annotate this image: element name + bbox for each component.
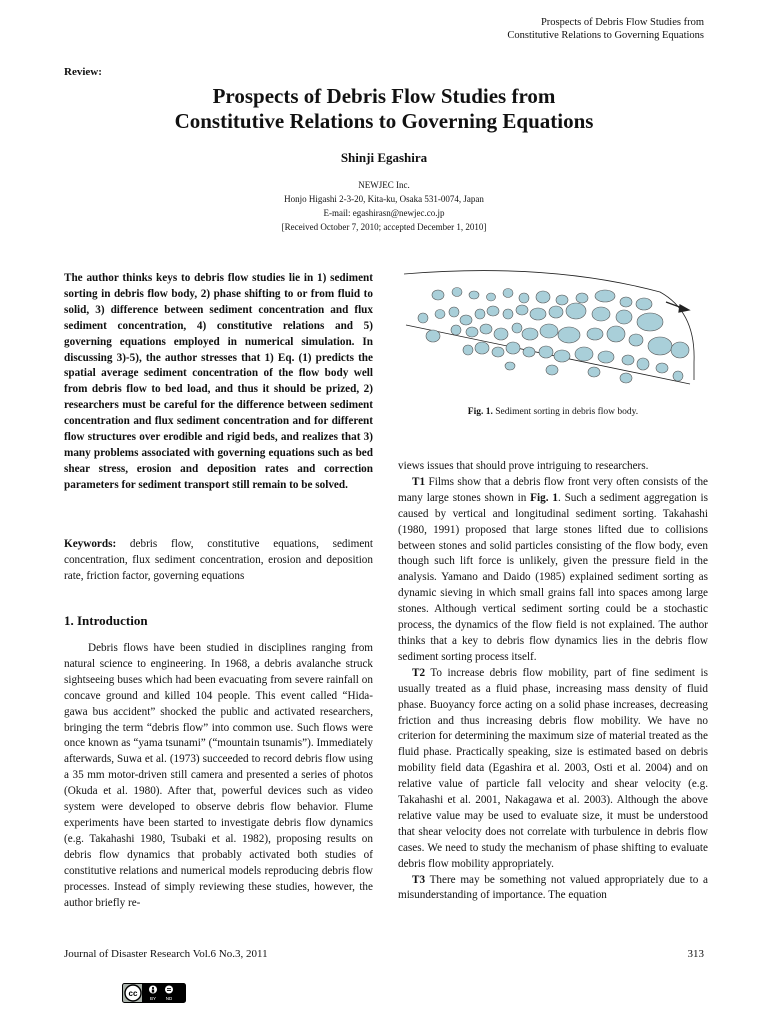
t2-label: T2 [412, 666, 426, 679]
running-header-line2: Constitutive Relations to Governing Equations [507, 30, 704, 41]
running-header-line1: Prospects of Debris Flow Studies from [540, 17, 704, 28]
paragraph-t3 [398, 873, 708, 905]
t3-text: There may be something not valued appropriately due to a misunderstanding of importance. The equation [398, 873, 708, 902]
author-name: Shinji Egashira [340, 150, 428, 165]
t1-text-a: Films show that a debris flow front very often consists of the many large stones shown in [398, 475, 708, 504]
sediment-particles [418, 288, 689, 384]
introduction-body [64, 641, 373, 911]
cc-by-nd-badge [122, 983, 186, 1003]
t1-figure-ref: Fig. 1 [530, 491, 558, 504]
by-badge-text: BY [149, 996, 157, 1001]
received-dates: [Received October 7, 2010; accepted December 1, 2010] [281, 222, 487, 232]
affiliation-address: Honjo Higashi 2-3-20, Kita-ku, Osaka 531-0074, Japan [284, 194, 484, 204]
t1-text-b: . Such a sediment aggregation is caused by vertical and longitudinal sediment sorting. Takahashi (1980, 1991) proposed that large stones lifted due to collisions between stones and solid particles consisting of the flow body, even though such lift force is unlikely, given the pressure field in the analysis. Yamano and Daido (1985) explained sediment sorting as dynamic sieving in which small grains fall into spaces among large stones. Although vertical sediment sorting could be a stochastic process, the dynamics of the flow field is not explained. The author thinks that a key to debris flow dynamics lies in the debris flow sediment sorting process itself. [398, 491, 708, 663]
keywords [64, 537, 373, 585]
page-number: 313 [687, 948, 704, 960]
running-header [374, 16, 704, 42]
nd-badge-text: ND [165, 996, 173, 1001]
flow-direction-arrow [666, 302, 689, 312]
paragraph-t1 [398, 475, 708, 666]
abstract: The author thinks keys to debris flow studies lie in 1) sediment sorting in debris flow body, 2) phase shifting to or from fluid to solid, 3) difference between sediment concentration and flux sediment concentration, 4) constitutive relations and 5) governing equations employed in numerical simulation. In discussing 3)-5), the author stresses that 1) Eq. (1) predicts the spatial average sediment concentration of the flow body well from debris flow to bed load, and thus it should be prized, 2) researchers must be careful for the difference between sediment concentration and flux sediment concentration and for different flow structures over erodible and rigid beds, and realizes that 3) many problems associated with governing equations such as bed shear stress, erosion and deposition rates and correction parameters for sediment transport still remain to be solved. [64, 272, 373, 491]
t3-label: T3 [412, 873, 426, 886]
affiliation-block [64, 178, 704, 234]
section-heading-introduction: 1. Introduction [64, 613, 148, 628]
article-type-label: Review: [64, 66, 102, 78]
paper-title-line1: Prospects of Debris Flow Studies from [212, 84, 556, 108]
figure-label: Fig. 1. [467, 407, 493, 417]
journal-footer: Journal of Disaster Research Vol.6 No.3, 2011 [64, 948, 268, 960]
sediment-sorting-drawing [398, 262, 708, 390]
affiliation-org: NEWJEC Inc. [358, 180, 410, 190]
column2-intro: views issues that should prove intriguing to researchers. [398, 460, 649, 472]
figure-caption [398, 407, 708, 417]
keywords-label: Keywords: [64, 538, 117, 550]
paragraph-t2 [398, 666, 708, 873]
keywords-text: debris flow, constitutive equations, sediment concentration, flux sediment concentration, erosion and deposition rate, friction factor, governing equations [64, 538, 373, 582]
figure-sediment-sorting [398, 262, 708, 390]
t2-text: To increase debris flow mobility, part of fine sediment is usually treated as a fluid phase, increasing mass density of fluid phase. Buoyancy force acting on a solid phase increases, decreasing friction and thus increasing debris flow mobility. We have no criterion for determining the maximum size of material treated as the fluid phase. Practically speaking, size is estimated based on debris mobility field data (Egashira et al. 2003, Osti et al. 2004) and on relative value of particle fall velocity and shear velocity (e.g. Takahashi et al. 2001, Nakagawa et al. 2003). Although the above relative value may be used to evaluate size, it must be understood that shear velocity does not correlate with turbulence in debris flow cases. We need to study the mechanism of phase shifting to evaluate debris flow mobility appropriately. [398, 666, 708, 870]
affiliation-email: E-mail: egashirasn@newjec.co.jp [323, 208, 445, 218]
creative-commons-license-icon[interactable] [122, 983, 186, 1003]
introduction-paragraph: Debris flows have been studied in disciplines ranging from natural science to engineering. In 1968, a debris avalanche struck sightseeing buses which had been evacuating from severe rainfall on concave ground and killed 104 people. This event called “Hida-gawa bus accident” shocked the public and activated researchers, bringing the term “debris flow” into common use. Such flows were once known as “yama tsunami” (“mountain tsunamis”). Immediately afterwards, Suwa et al. (1973) succeeded to record debris flow using a 35 mm motor-driven still camera and presented a series of photos (Okuda et al. 1980). After that, powerful devices such as video system were developed to observe debris flow behavior. Flume experiments have been started to investigate debris flow dynamics (e.g. Takahashi 1980, Tsubaki et al. 1982), proposing results on debris flow dynamics that probably activated both studies of constitutive relations and numerical models reproducing debris flow processes. Instead of simply reviewing these studies, however, the author briefly re- [64, 642, 373, 909]
paper-title-line2: Constitutive Relations to Governing Equations [174, 109, 594, 133]
column-two-body [398, 459, 708, 904]
t1-label: T1 [412, 475, 426, 488]
paper-title [64, 84, 704, 134]
figure-caption-text: Sediment sorting in debris flow body. [492, 407, 639, 417]
cc-badge-text: cc [128, 989, 138, 998]
